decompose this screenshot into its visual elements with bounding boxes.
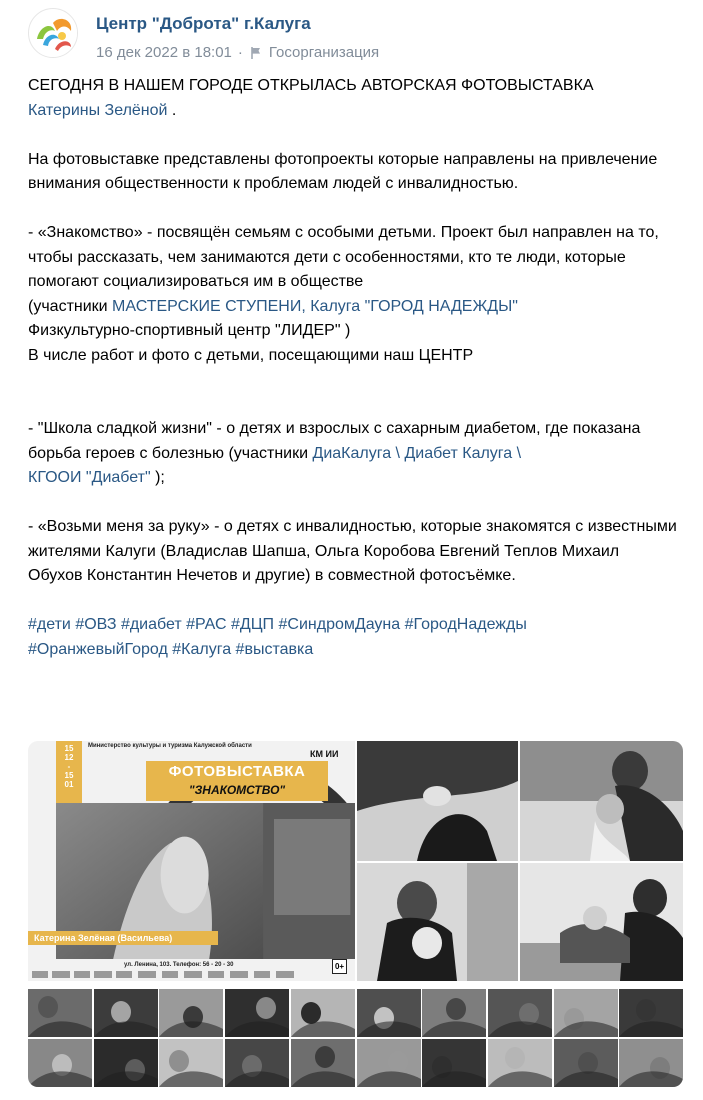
post-paragraph-1 xyxy=(28,74,678,123)
poster-title-banner xyxy=(146,761,328,801)
post-paragraph-5: - «Возьми меня за руку» - о детях с инвалидностью, которые знакомятся с известными жителями Калуги (Владислав Шапша, Ольга Коробова Евгений Теплов Михаил Обухов Константин Нечетов и другие) в совместной фотосъёмке. xyxy=(28,518,677,584)
gallery-thumbnail[interactable] xyxy=(422,989,486,1037)
gallery-photo[interactable] xyxy=(357,863,518,981)
photo-gallery xyxy=(28,741,683,1087)
photo-image xyxy=(619,1039,683,1087)
poster-date-part: 01 xyxy=(64,780,74,789)
sponsor-logo xyxy=(94,971,112,978)
post-paragraph-2: На фотовыставке представлены фотопроекты которые направлены на привлечение внимания общественности к проблемам людей с инвалидностью. xyxy=(28,150,658,192)
photo-image xyxy=(225,1039,289,1087)
author-mention-link[interactable]: Катерины Зелёной xyxy=(28,101,168,119)
participants-lider: Физкультурно-спортивный центр "ЛИДЕР" ) xyxy=(28,322,351,339)
gallery-thumbnail[interactable] xyxy=(225,1039,289,1087)
poster-footer xyxy=(28,959,355,981)
poster-date-part: 12 xyxy=(64,753,74,762)
photo-image xyxy=(357,989,421,1037)
paragraph-gap xyxy=(28,491,678,516)
photo-image xyxy=(357,1039,421,1087)
hashtag-link[interactable]: #выставка xyxy=(235,640,314,658)
photo-image xyxy=(159,1039,223,1087)
poster-dates xyxy=(56,741,82,803)
mention-kgooi-diabet[interactable]: КГООИ "Диабет" xyxy=(28,469,151,486)
gallery-thumbnail[interactable] xyxy=(28,989,92,1037)
project-2-text: - "Школа сладкой жизни" - о детях и взрослых с сахарным диабетом, где показана борьба героев с болезнью (участники xyxy=(28,420,641,462)
project-1-text: - «Знакомство» - посвящён семьям с особыми детьми. Проект был направлен на то, чтобы рассказать, чем занимаются дети с особенностями, кто те люди, которые помогают социализироваться им в обществе xyxy=(28,224,659,290)
gallery-thumbnail[interactable] xyxy=(422,1039,486,1087)
headline-end: . xyxy=(167,101,177,119)
mention-diakaluga[interactable]: ДиаКалуга \ Диабет Калуга \ xyxy=(312,444,522,462)
project-1-note: В числе работ и фото с детьми, посещающими наш ЦЕНТР xyxy=(28,346,474,364)
photo-image xyxy=(94,1039,158,1087)
sponsor-logo xyxy=(32,971,48,978)
gallery-thumbnail[interactable] xyxy=(357,989,421,1037)
photo-image xyxy=(357,863,518,981)
photo-image xyxy=(28,1039,92,1087)
gallery-photo[interactable] xyxy=(520,741,683,861)
gallery-thumbnail[interactable] xyxy=(225,989,289,1037)
photo-image xyxy=(619,989,683,1037)
gallery-thumbnail[interactable] xyxy=(554,1039,618,1087)
photo-image xyxy=(357,741,518,861)
headline-text: СЕГОДНЯ В НАШЕМ ГОРОДЕ ОТКРЫЛАСЬ АВТОРСКАЯ ФОТОВЫСТАВКА xyxy=(28,77,594,94)
group-name-link[interactable]: Центр "Доброта" г.Калуга xyxy=(96,14,311,33)
post-meta xyxy=(96,44,379,61)
photo-image xyxy=(422,989,486,1037)
hashtag-link[interactable]: #ОранжевыйГород xyxy=(28,640,168,658)
meta-separator: · xyxy=(237,44,243,61)
photo-image xyxy=(28,989,92,1037)
gallery-thumbnail[interactable] xyxy=(488,989,552,1037)
poster-date-part: 15 xyxy=(64,744,74,753)
poster-subtitle: "ЗНАКОМСТВО" xyxy=(188,783,286,797)
hashtag-link[interactable]: #РАС xyxy=(186,616,227,633)
gallery-thumbnail[interactable] xyxy=(619,989,683,1037)
hashtag-link[interactable]: #диабет xyxy=(120,616,182,633)
photo-image xyxy=(554,1039,618,1087)
photo-image xyxy=(159,989,223,1037)
gallery-thumbnail[interactable] xyxy=(291,1039,355,1087)
photo-image xyxy=(488,1039,552,1087)
photo-image xyxy=(291,1039,355,1087)
flag-icon xyxy=(249,46,263,60)
photo-image xyxy=(225,989,289,1037)
photo-image xyxy=(488,989,552,1037)
gallery-thumbnail[interactable] xyxy=(94,989,158,1037)
sponsor-logo xyxy=(116,971,132,978)
participants-label: (участники xyxy=(28,297,113,315)
mention-gorod-nadezhdy[interactable]: "ГОРОД НАДЕЖДЫ" xyxy=(364,297,518,315)
post-paragraph-3 xyxy=(28,221,678,368)
post-text xyxy=(28,74,678,662)
poster-address: ул. Ленина, 103. Телефон: 56 - 20 - 30 xyxy=(124,962,234,968)
photo-image xyxy=(422,1039,486,1087)
post-date[interactable]: 16 дек 2022 в 18:01 xyxy=(96,44,232,61)
paragraph-gap xyxy=(28,123,678,148)
hashtag-link[interactable]: #ГородНадежды xyxy=(404,616,527,633)
poster-date-part: 15 xyxy=(64,771,74,780)
sponsor-logo xyxy=(74,971,90,978)
sponsor-logo xyxy=(52,971,70,978)
post-paragraph-4 xyxy=(28,417,678,491)
hashtag-link[interactable]: #дети xyxy=(28,616,71,633)
poster-kmi-logo: КМ ИИ xyxy=(310,749,339,759)
hashtag-link[interactable]: #Калуга xyxy=(172,640,232,658)
doves-logo-icon xyxy=(29,9,78,58)
poster-image xyxy=(56,803,355,981)
poster-author: Катерина Зелёная (Васильева) xyxy=(28,931,218,945)
paragraph-gap xyxy=(28,197,678,222)
gallery-thumbnail[interactable] xyxy=(357,1039,421,1087)
hashtag-link[interactable]: #СиндромДауна xyxy=(278,616,401,633)
hashtag-link[interactable]: #ОВЗ xyxy=(75,616,117,633)
poster-title: ФОТОВЫСТАВКА xyxy=(168,763,306,780)
sponsor-logo xyxy=(184,971,202,978)
exhibition-poster-photo[interactable] xyxy=(28,741,355,981)
sponsor-logo xyxy=(162,971,178,978)
gallery-thumbnail[interactable] xyxy=(159,1039,223,1087)
sponsor-logo xyxy=(208,971,224,978)
gallery-thumbnail[interactable] xyxy=(94,1039,158,1087)
hashtag-link[interactable]: #ДЦП xyxy=(230,616,275,633)
paragraph-gap xyxy=(28,589,678,614)
photo-image xyxy=(520,863,683,981)
project-2-end: ); xyxy=(150,469,165,486)
photo-image xyxy=(554,989,618,1037)
org-type-label: Госорганизация xyxy=(268,44,380,61)
paragraph-gap xyxy=(28,368,678,417)
gallery-photo[interactable] xyxy=(357,741,518,861)
sponsor-logo xyxy=(138,971,156,978)
gallery-thumbnail[interactable] xyxy=(554,989,618,1037)
gallery-photo[interactable] xyxy=(520,863,683,981)
photo-image xyxy=(291,989,355,1037)
gallery-thumbnail[interactable] xyxy=(488,1039,552,1087)
sponsor-logo xyxy=(230,971,248,978)
poster-date-part: - xyxy=(67,762,71,771)
gallery-thumbnail[interactable] xyxy=(28,1039,92,1087)
mention-masterskie-stupeni[interactable]: МАСТЕРСКИЕ СТУПЕНИ, Калуга xyxy=(112,297,361,315)
poster-age-rating: 0+ xyxy=(332,959,347,974)
gallery-thumbnail[interactable] xyxy=(159,989,223,1037)
hashtags xyxy=(28,613,678,662)
sponsor-logo xyxy=(254,971,270,978)
sponsor-logo xyxy=(276,971,294,978)
photo-image xyxy=(94,989,158,1037)
gallery-thumbnail[interactable] xyxy=(291,989,355,1037)
post-header xyxy=(28,8,678,61)
photo-image xyxy=(520,741,683,861)
gallery-thumbnail[interactable] xyxy=(619,1039,683,1087)
group-avatar[interactable] xyxy=(28,8,78,58)
poster-ministry: Министерство культуры и туризма Калужской области xyxy=(88,743,252,749)
